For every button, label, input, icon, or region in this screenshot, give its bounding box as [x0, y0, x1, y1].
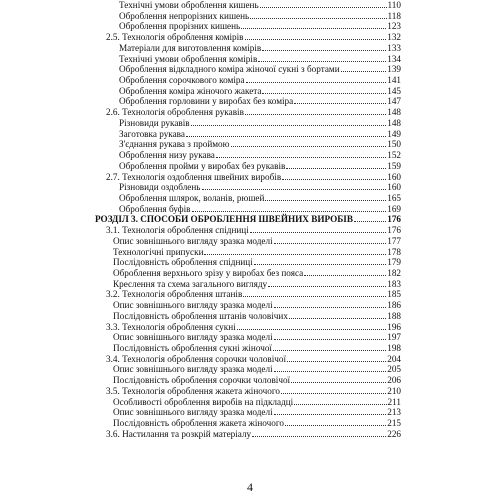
toc-entry-title: Опис зовнішнього вигляду зразка моделі — [113, 332, 273, 343]
toc-entry-page: 134 — [387, 53, 401, 64]
toc-entry-page: 145 — [387, 85, 401, 96]
toc-entry — [119, 86, 401, 97]
dot-leader — [245, 39, 387, 40]
toc-entry-title: Оброблення коміра жіночого жакета — [119, 85, 262, 96]
dot-leader — [254, 264, 386, 265]
toc-entry-page: 110 — [387, 0, 401, 10]
toc-entry — [119, 150, 401, 161]
toc-entry-page: 226 — [387, 428, 401, 439]
toc-entry-title: Заготовка рукава — [119, 128, 185, 139]
dot-leader — [354, 221, 386, 222]
toc-entry-title: Креслення та схема загального вигляду — [113, 278, 268, 289]
toc-chapter-entry — [95, 214, 401, 225]
dot-leader — [274, 414, 387, 415]
toc-entry — [106, 225, 401, 236]
toc-entry — [119, 139, 401, 150]
toc-entry-page: 205 — [387, 364, 401, 375]
page-number: 4 — [247, 480, 253, 494]
toc-entry-page: 148 — [387, 107, 401, 118]
toc-entry-page: 149 — [387, 128, 401, 139]
toc-entry — [106, 354, 401, 365]
toc-entry-page: 165 — [387, 192, 401, 203]
dot-leader — [304, 275, 386, 276]
toc-entry-title: Опис зовнішнього вигляду зразка моделі — [113, 300, 273, 311]
toc-entry-page: 123 — [387, 21, 401, 32]
toc-entry-title: 2.5. Технологія оброблення комірів — [106, 32, 244, 43]
toc-entry — [106, 32, 401, 43]
toc-entry-title: Послідовність оброблення жакета жіночого — [113, 418, 285, 429]
toc-entry-page: 152 — [387, 150, 401, 161]
dot-leader — [286, 168, 386, 169]
dot-leader — [243, 296, 386, 297]
toc-entry-title: Оброблення шлярок, воланів, рюшей — [119, 192, 265, 203]
toc-entry-title: Опис зовнішнього вигляду зразка моделі — [113, 364, 273, 375]
toc-entry — [113, 407, 401, 418]
toc-entry-page: 169 — [387, 203, 401, 214]
toc-entry-title: Технологічні припуски — [113, 246, 204, 257]
toc-entry — [119, 11, 401, 22]
toc-entry-page: 186 — [387, 300, 401, 311]
toc-entry-page: 197 — [387, 332, 401, 343]
dot-leader — [265, 200, 386, 201]
toc-entry-title: 3.2. Технологія оброблення штанів — [106, 289, 243, 300]
toc-entry-page: 204 — [387, 353, 401, 364]
dot-leader — [289, 318, 386, 319]
toc-entry-page: 215 — [387, 418, 401, 429]
dot-leader — [216, 157, 386, 158]
toc-entry-page: 176 — [387, 214, 401, 225]
toc-entry-title: 2.7. Технологія оздоблення швейних виробів — [106, 171, 282, 182]
toc-entry-title: 3.4. Технологія оброблення сорочки чоловічої — [106, 353, 287, 364]
toc-entry-title: Оброблення прорізних кишень — [119, 21, 241, 32]
toc-entry — [106, 322, 401, 333]
toc-entry-title: Оброблення верхнього зрізу у виробах без пояса — [113, 268, 304, 278]
dot-leader — [274, 243, 387, 244]
toc-entry-title: Опис зовнішнього вигляду зразка моделі — [113, 407, 273, 418]
toc-entry-title: 3.1. Технологія оброблення спідниці — [106, 225, 249, 236]
toc-entry — [119, 0, 401, 11]
toc-entry — [106, 386, 401, 397]
toc-entry — [113, 375, 401, 386]
toc-entry — [113, 332, 401, 343]
toc-entry-title: Оброблення буфів — [119, 203, 191, 214]
toc-entry-page: 179 — [387, 257, 401, 268]
dot-leader — [241, 28, 386, 29]
toc-entry-page: 147 — [387, 96, 401, 107]
toc-entry-page: 185 — [387, 289, 401, 300]
toc-entry — [106, 289, 401, 300]
toc-entry-page: 182 — [387, 268, 401, 278]
toc-entry — [119, 193, 401, 204]
toc-entry-page: 118 — [387, 10, 401, 21]
toc-entry-page: 206 — [387, 375, 401, 386]
dot-leader — [274, 371, 387, 372]
dot-leader — [273, 350, 386, 351]
toc-entry-page: 178 — [387, 246, 401, 257]
toc-entry — [113, 364, 401, 375]
toc-entry-page: 132 — [387, 32, 401, 43]
toc-entry-page: 177 — [387, 235, 401, 246]
dot-leader — [262, 93, 386, 94]
toc-entry-page: 183 — [387, 278, 401, 289]
toc-entry-title: 3.5. Технологія оброблення жакета жіночого — [106, 385, 280, 396]
toc-entry-title: Оброблення сорочкового коміра — [119, 75, 245, 86]
toc-entry — [113, 268, 401, 279]
toc-entry-title: Матеріали для виготовлення комірів — [119, 42, 262, 53]
toc-entry-page: 139 — [387, 64, 401, 75]
toc-entry — [119, 161, 401, 172]
dot-leader — [268, 286, 386, 287]
dot-leader — [341, 71, 387, 72]
dot-leader — [204, 254, 386, 255]
dot-leader — [274, 339, 387, 340]
toc-entry — [119, 21, 401, 32]
dot-leader — [191, 125, 387, 126]
toc-entry-page: 141 — [387, 75, 401, 86]
toc-entry-title: Технічні умови оброблення комірів — [119, 53, 258, 64]
dot-leader — [285, 425, 386, 426]
toc-entry-title: Різновиди оздоблень — [119, 182, 201, 193]
toc-entry — [119, 43, 401, 54]
toc-entry-title: Різновиди рукавів — [119, 117, 190, 128]
toc-entry-page: 159 — [387, 160, 401, 171]
dot-leader — [287, 361, 386, 362]
toc-entry — [119, 204, 401, 215]
dot-leader — [246, 82, 387, 83]
toc-entry — [119, 118, 401, 129]
toc-entry — [113, 343, 401, 354]
dot-leader — [291, 382, 386, 383]
dot-leader — [245, 114, 386, 115]
toc-entry — [106, 107, 401, 118]
dot-leader — [274, 307, 387, 308]
toc-entry — [113, 300, 401, 311]
dot-leader — [202, 189, 387, 190]
toc-entry-page: 213 — [387, 407, 401, 418]
toc-entry — [113, 397, 401, 408]
dot-leader — [231, 146, 387, 147]
toc-entry-title: Опис зовнішнього вигляду зразка моделі — [113, 235, 273, 246]
toc-entry — [119, 75, 401, 86]
toc-entry — [119, 54, 401, 65]
toc-entry-page: 210 — [387, 385, 401, 396]
toc-entry-title: Послідовність оброблення сорочки чоловічої — [113, 375, 291, 386]
toc-entry-title: 3.6. Настилання та розкрій матеріалу — [106, 428, 252, 439]
toc-entry — [113, 247, 401, 258]
toc-entry-title: З'єднання рукава з проймою — [119, 139, 230, 150]
dot-leader — [237, 329, 387, 330]
toc-entry — [119, 64, 401, 75]
dot-leader — [252, 436, 386, 437]
dot-leader — [260, 7, 387, 8]
dot-leader — [282, 179, 386, 180]
toc-entry-title: Технічні умови оброблення кишень — [119, 0, 259, 10]
toc-entry-title: Оброблення пройми у виробах без рукавів — [119, 160, 286, 171]
toc-entry-page: 196 — [387, 321, 401, 332]
toc-entry — [113, 279, 401, 290]
dot-leader — [186, 136, 386, 137]
toc-entry-page: 148 — [387, 117, 401, 128]
dot-leader — [250, 18, 386, 19]
toc-entry-title: Послідовність оброблення штанів чоловічих — [113, 310, 288, 321]
toc-entry-title: Оброблення низу рукава — [119, 150, 215, 161]
toc-entry-title: РОЗДІЛ 3. СПОСОБИ ОБРОБЛЕННЯ ШВЕЙНИХ ВИРОБІВ — [95, 214, 353, 225]
toc-entry-title: 2.6. Технологія оброблення рукавів — [106, 107, 244, 118]
toc-entry — [113, 418, 401, 429]
toc-entry-page: 211 — [387, 396, 401, 407]
dot-leader — [262, 50, 386, 51]
toc-entry — [106, 172, 401, 183]
toc-entry — [119, 129, 401, 140]
toc-entry — [113, 236, 401, 247]
toc-entry — [113, 257, 401, 268]
dot-leader — [294, 404, 386, 405]
toc-entry — [113, 311, 401, 322]
dot-leader — [192, 211, 387, 212]
toc-entry-page: 198 — [387, 343, 401, 354]
toc-entry — [119, 96, 401, 107]
toc-entry — [119, 182, 401, 193]
toc-entry-title: Послідовність оброблення сукні жіночої — [113, 343, 272, 354]
toc-entry-page: 188 — [387, 310, 401, 321]
toc-entry-page: 160 — [387, 171, 401, 182]
toc-entry-title: Послідовність оброблення спідниці — [113, 257, 253, 268]
toc-entry-title: Оброблення непрорізних кишень — [119, 10, 250, 21]
toc-entry-page: 150 — [387, 139, 401, 150]
dot-leader — [294, 103, 386, 104]
toc-entry — [106, 429, 401, 440]
toc-entry-page: 176 — [387, 225, 401, 236]
toc-entry-title: Оброблення відкладного коміра жіночої сукні з бортами — [119, 64, 340, 75]
toc-entry-title: Особливості оброблення виробів на підкладці — [113, 396, 294, 407]
dot-leader — [281, 393, 386, 394]
toc-entry-page: 160 — [387, 182, 401, 193]
toc-entry-title: 3.3. Технологія оброблення сукні — [106, 321, 236, 332]
dot-leader — [250, 232, 386, 233]
toc-entry-title: Оброблення горловини у виробах без коміра — [119, 96, 294, 107]
dot-leader — [258, 61, 386, 62]
toc-entry-page: 133 — [387, 42, 401, 53]
